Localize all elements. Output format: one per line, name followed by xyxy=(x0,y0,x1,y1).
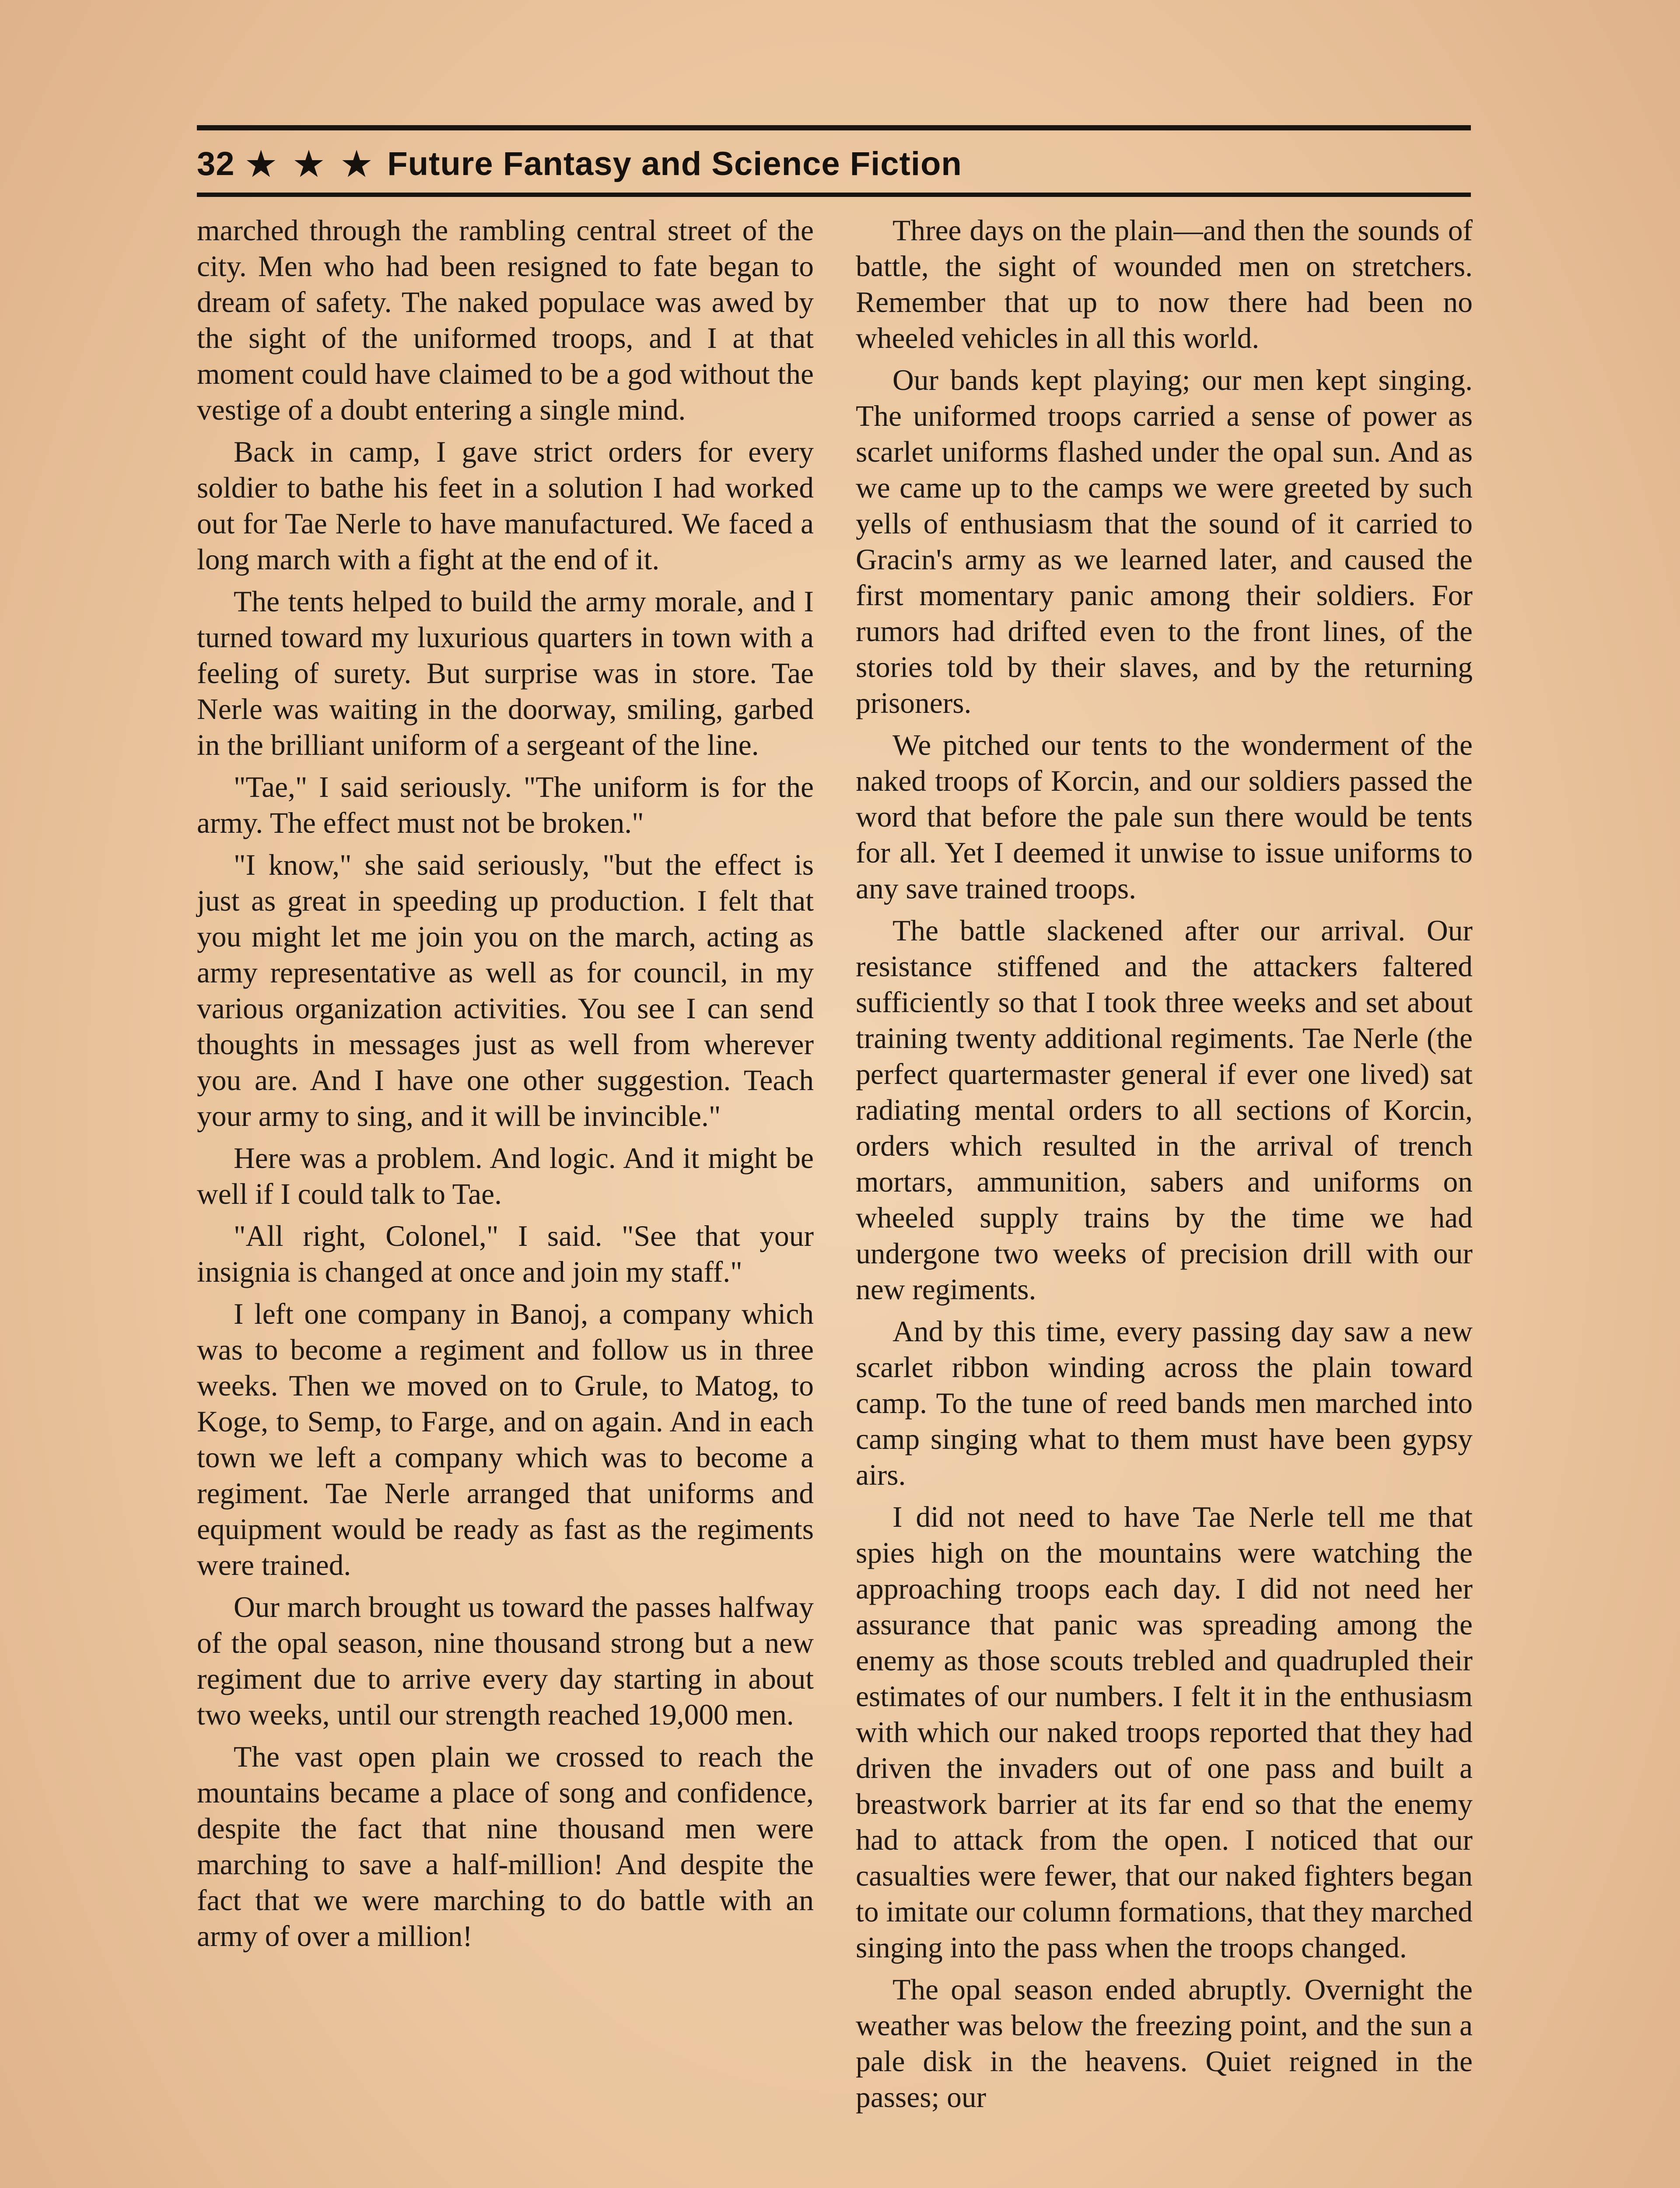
paragraph: I left one company in Banoj, a company which was to become a regiment and follow us in three weeks. Then we moved on to Grule, to Matog, to Koge, to Semp, to Farge, and on again. And in each town we left a company which was to become a regiment. Tae Nerle arranged that uniforms and equipment would be ready as fast as the regiments were trained. xyxy=(197,1297,814,1581)
magazine-title: Future Fantasy and Science Fiction xyxy=(387,145,962,182)
right-text-column xyxy=(856,213,1473,2115)
paragraph: The opal season ended abruptly. Overnight the weather was below the freezing point, and the sun a pale disk in the heavens. Quiet reigned in the passes; our xyxy=(856,1973,1473,2114)
paragraph: The battle slackened after our arrival. Our resistance stiffened and the attackers faltered sufficiently so that I took three weeks and set about training twenty additional regiments. Tae Nerle (the perfect quartermaster general if ever one lived) sat radiating mental orders to all sections of Korcin, orders which resulted in the arrival of trench mortars, ammunition, sabers and uniforms on wheeled supply trains by the time we had undergone two weeks of precision drill with our new regiments. xyxy=(856,914,1473,1306)
paragraph: "All right, Colonel," I said. "See that your insignia is changed at once and join my staff." xyxy=(197,1220,814,1288)
paragraph: "I know," she said seriously, "but the effect is just as great in speeding up production. I felt that you might let me join you on the march, acting as army representative as well as for council, in my various organization activities. You see I can send thoughts in messages just as well from wherever you are. And I have one other suggestion. Teach your army to sing, and it will be invincible." xyxy=(197,849,814,1133)
paragraph: Three days on the plain—and then the sounds of battle, the sight of wounded men on stretchers. Remember that up to now there had been no wheeled vehicles in all this world. xyxy=(856,214,1473,354)
paragraph: I did not need to have Tae Nerle tell me that spies high on the mountains were watching the approaching troops each day. I did not need her assurance that panic was spreading among the enemy as those scouts trebled and quadrupled their estimates of our numbers. I felt it in the enthusiasm with which our naked troops reported that they had driven the invaders out of one pass and built a breastwork barrier at its far end so that the enemy had to attack from the open. I noticed that our casualties were fewer, that our naked fighters began to imitate our column formations, that they marched singing into the pass when the troops changed. xyxy=(856,1501,1473,1964)
left-text-column xyxy=(197,213,814,1954)
header-top-rule xyxy=(197,125,1471,130)
paragraph: marched through the rambling central street of the city. Men who had been resigned to fate began to dream of safety. The naked populace was awed by the sight of the uniformed troops, and I at that moment could have claimed to be a god without the vestige of a doubt entering a single mind. xyxy=(197,214,814,426)
paragraph: The tents helped to build the army morale, and I turned toward my luxurious quarters in town with a feeling of surety. But surprise was in store. Tae Nerle was waiting in the doorway, smiling, garbed in the brilliant uniform of a sergeant of the line. xyxy=(197,585,814,761)
header-stars: ★ ★ ★ xyxy=(246,145,376,183)
paragraph: Back in camp, I gave strict orders for every soldier to bathe his feet in a solution I had worked out for Tae Nerle to have manufactured. We faced a long march with a fight at the end of it. xyxy=(197,435,814,576)
paragraph: We pitched our tents to the wonderment of the naked troops of Korcin, and our soldiers passed the word that before the pale sun there would be tents for all. Yet I deemed it unwise to issue uniforms to any save trained troops. xyxy=(856,729,1473,905)
paragraph: Here was a problem. And logic. And it might be well if I could talk to Tae. xyxy=(197,1142,814,1210)
paragraph: The vast open plain we crossed to reach the mountains became a place of song and confidence, despite the fact that nine thousand men were marching to save a half-million! And despite the fact that we were marching to do battle with an army of over a million! xyxy=(197,1740,814,1953)
paragraph: Our bands kept playing; our men kept singing. The uniformed troops carried a sense of power as scarlet uniforms flashed under the opal sun. And as we came up to the camps we were greeted by such yells of enthusiasm that the sound of it carried to Gracin's army as we learned later, and caused the first momentary panic among their soldiers. For rumors had drifted even to the front lines, of the stories told by their slaves, and by the returning prisoners. xyxy=(856,364,1473,719)
page-number: 32 xyxy=(197,145,235,182)
paragraph: "Tae," I said seriously. "The uniform is for the army. The effect must not be broken." xyxy=(197,771,814,839)
running-header xyxy=(197,139,1471,188)
paragraph: Our march brought us toward the passes halfway of the opal season, nine thousand strong but a new regiment due to arrive every day starting in about two weeks, until our strength reached 19,000 men. xyxy=(197,1591,814,1731)
header-bottom-rule xyxy=(197,193,1471,197)
paragraph: And by this time, every passing day saw a new scarlet ribbon winding across the plain toward camp. To the tune of reed bands men marched into camp singing what to them must have been gypsy airs. xyxy=(856,1315,1473,1491)
